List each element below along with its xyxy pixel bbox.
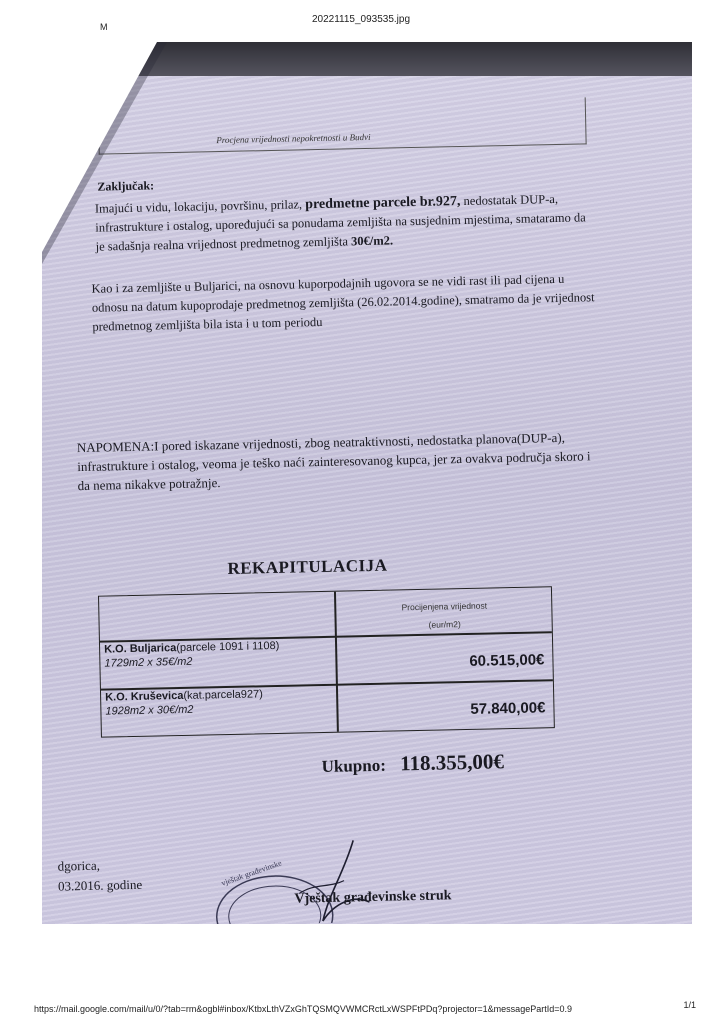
recap-table [98, 586, 555, 737]
note-paragraph: NAPOMENA:I pored iskazane vrijednosti, zbog neatraktivnosti, nedostatka planova(DUP-a), infrastrukture i ostalog, veoma je teško naći zainteresovanog kupca, jer za ovakva područja skoro i da nema nikakve potražnje. [76, 429, 591, 494]
parcel-calc: 1729m2 x 35€/m2 [104, 655, 193, 670]
price-trend-paragraph: Kao i za zemljište u Buljarici, na osnovu kuporpodajnih ugovora se ne vidi rast ili pad cijena u odnosu na datum kupoprodaje predmetnog zemljišta (26.02.2014.godine), smatramo da je vrijednost predmetnog zemljišta bila ista i u tom periodu [91, 271, 595, 334]
signature-title: Vještak građevinske struk [294, 888, 452, 907]
document-body [42, 42, 692, 924]
parcel-detail: (parcele 1091 i 1108) [176, 639, 280, 655]
scanned-page [42, 42, 692, 924]
row-value: 57.840,00€ [470, 699, 546, 718]
para1-price: 30€/m2. [350, 233, 394, 249]
print-url: https://mail.google.com/mail/u/0/?tab=rm&ogbl#inbox/KtbxLthVZxGhTQSMQVWMCRctLxWSPFtPDq?projector=1&messagePartId=0.9 [34, 1004, 572, 1014]
recap-title: REKAPITULACIJA [227, 555, 388, 578]
print-corner-fragment: M [100, 22, 108, 32]
parcel-name: K.O. Kruševica [105, 689, 184, 704]
parcel-calc: 1928m2 x 30€/m2 [105, 703, 194, 718]
print-file-title: 20221115_093535.jpg [311, 14, 411, 25]
conclusion-title: Zaključak: [97, 178, 155, 194]
table-row-label [105, 687, 263, 718]
unit-column-header: (eur/m2) [428, 619, 461, 630]
parcel-name: K.O. Buljarica [103, 642, 177, 656]
row-value: 60.515,00€ [469, 651, 545, 670]
value-column-header: Procijenjena vrijednost [401, 600, 488, 613]
stamp-text: vještak građevinske [220, 858, 283, 888]
parcel-detail: (kat.parcela927) [183, 688, 263, 702]
document-header: Procjena vrijednosti nepokretnosti u Budvi [216, 131, 371, 146]
place-date [57, 855, 142, 897]
total-value: 118.355,00€ [399, 749, 505, 776]
table-row-label [104, 639, 280, 671]
header-frame [98, 97, 587, 154]
total-label: Ukupno: [321, 755, 387, 777]
total-line [321, 749, 504, 778]
para1-parcel: predmetne parcele br.927, [305, 194, 461, 213]
para1-text-b: nedostatak DUP-a, infrastrukture i ostalog, upoređujući sa ponudama zemljišta na susjednim mjestima, smataramo da je sadašnja realna vrijednost predmetnog zemljišta [95, 191, 586, 254]
city-fragment: dgorica, [57, 857, 101, 874]
para1-text-a: Imajući u vidu, lokaciju, površinu, prilaz, [94, 197, 303, 216]
conclusion-paragraph [95, 189, 596, 256]
date-fragment: 03.2016. godine [57, 876, 143, 894]
print-page-count: 1/1 [683, 1000, 696, 1010]
column-divider [334, 592, 338, 732]
